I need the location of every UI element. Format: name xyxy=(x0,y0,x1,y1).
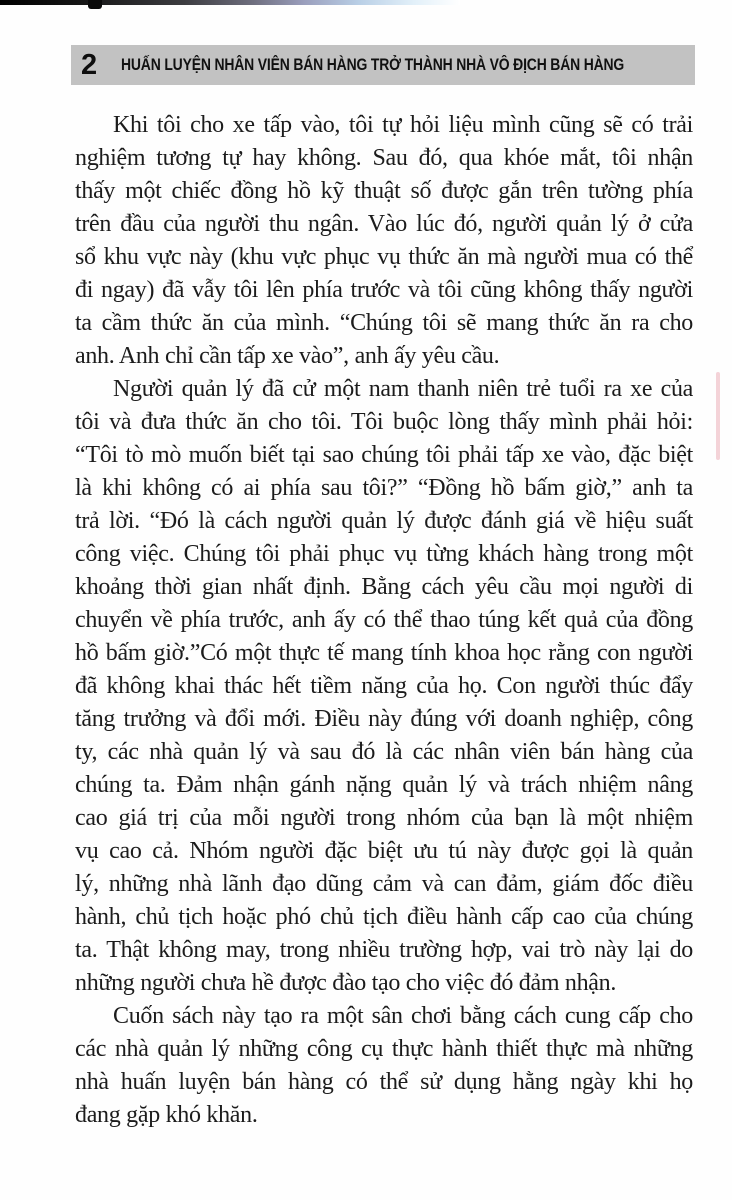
text-line: đang gặp khó khăn. xyxy=(75,1102,258,1128)
scan-artifact-streak xyxy=(716,372,720,460)
text-line: Cuốn sách này tạo ra một sân chơi bằng cách cung cấp cho xyxy=(113,1003,693,1029)
running-header xyxy=(71,45,695,85)
text-line: trên đầu của người thu ngân. Vào lúc đó, người quản lý ở cửa xyxy=(75,211,693,237)
text-line: thấy một chiếc đồng hồ kỹ thuật số được gắn trên tường phía xyxy=(75,178,693,204)
page-edge-scan-notch xyxy=(88,0,102,9)
text-line: ta cầm thức ăn của mình. “Chúng tôi sẽ mang thức ăn ra cho xyxy=(75,310,693,336)
text-line: ta. Thật không may, trong nhiều trường hợp, vai trò này lại do xyxy=(75,937,693,963)
text-line: là khi không có ai phía sau tôi?” “Đồng hồ bấm giờ,” anh ta xyxy=(75,475,693,501)
text-line: chúng ta. Đảm nhận gánh nặng quản lý và trách nhiệm nâng xyxy=(75,772,693,798)
text-line: vụ cao cả. Nhóm người đặc biệt ưu tú này được gọi là quản xyxy=(75,838,693,864)
page-number: 2 xyxy=(81,48,98,81)
text-line: nghiệm tương tự hay không. Sau đó, qua khóe mắt, tôi nhận xyxy=(75,145,693,171)
running-header-title: HUẤN LUYỆN NHÂN VIÊN BÁN HÀNG TRỞ THÀNH NHÀ VÔ ĐỊCH BÁN HÀNG xyxy=(121,55,625,74)
text-line: tôi và đưa thức ăn cho tôi. Tôi buộc lòng thấy mình phải hỏi: xyxy=(75,409,693,435)
text-line: khoảng thời gian nhất định. Bằng cách yêu cầu mọi người di xyxy=(75,574,693,600)
text-line: sổ khu vực này (khu vực phục vụ thức ăn mà người mua có thể xyxy=(75,244,693,270)
text-line: chuyển về phía trước, anh ấy có thể thao túng kết quả của đồng xyxy=(75,607,693,633)
text-line: các nhà quản lý những công cụ thực hành thiết thực mà những xyxy=(75,1036,693,1062)
text-line: công việc. Chúng tôi phải phục vụ từng khách hàng trong một xyxy=(75,541,693,567)
text-line: trả lời. “Đó là cách người quản lý được đánh giá về hiệu suất xyxy=(75,508,693,534)
text-line: tăng trưởng và đổi mới. Điều này đúng với doanh nghiệp, công xyxy=(75,706,693,732)
text-line: cao giá trị của mỗi người trong nhóm của bạn là một nhiệm xyxy=(75,805,693,831)
text-line: Khi tôi cho xe tấp vào, tôi tự hỏi liệu mình cũng sẽ có trải xyxy=(113,112,693,138)
text-line: anh. Anh chỉ cần tấp xe vào”, anh ấy yêu cầu. xyxy=(75,343,500,369)
text-line: ty, các nhà quản lý và sau đó là các nhân viên bán hàng của xyxy=(75,739,693,765)
text-line: đã không khai thác hết tiềm năng của họ. Con người thúc đẩy xyxy=(75,673,693,699)
text-line: đi ngay) đã vẫy tôi lên phía trước và tôi cũng không thấy người xyxy=(75,277,693,303)
text-line: lý, những nhà lãnh đạo dũng cảm và can đảm, giám đốc điều xyxy=(75,871,693,897)
text-line: những người chưa hề được đào tạo cho việc đó đảm nhận. xyxy=(75,970,617,996)
text-line: Người quản lý đã cử một nam thanh niên trẻ tuổi ra xe của xyxy=(113,376,693,402)
body-text xyxy=(75,109,693,1132)
text-line: hồ bấm giờ.”Có một thực tế mang tính khoa học rằng con người xyxy=(75,640,693,666)
text-line: “Tôi tò mò muốn biết tại sao chúng tôi phải tấp xe vào, đặc biệt xyxy=(75,442,693,468)
text-line: hành, chủ tịch hoặc phó chủ tịch điều hành cấp cao của chúng xyxy=(75,904,693,930)
text-line: nhà huấn luyện bán hàng có thể sử dụng hằng ngày khi họ xyxy=(75,1069,693,1095)
page-edge-scan-strip xyxy=(0,0,460,5)
